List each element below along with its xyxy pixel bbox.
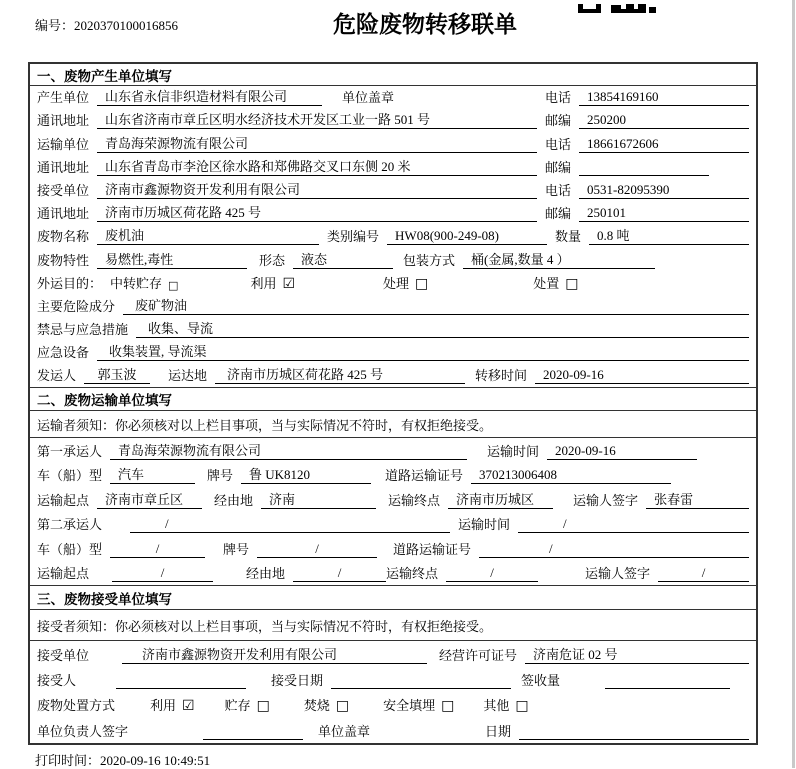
zip1-value: 250200 <box>579 112 749 129</box>
receiving-unit-label: 接受单位 <box>37 647 90 663</box>
disposal-option-store: 贮存 <box>224 698 251 714</box>
receiver-label: 接受单位 <box>37 182 90 198</box>
section1-header <box>30 64 756 86</box>
waste-name-label: 废物名称 <box>37 229 90 245</box>
form-number-label: 编号： <box>35 18 75 33</box>
date2-label: 日期 <box>485 724 512 739</box>
receiving-unit-row <box>30 641 756 666</box>
permit1-value: 370213006408 <box>471 467 671 484</box>
route2-row <box>30 561 756 586</box>
transporter-label: 运输单位 <box>37 136 90 152</box>
transporter-notice: 运输者须知：你必须核对以上栏目事项，当与实际情况不符时，有权拒绝接受。 <box>30 411 756 438</box>
producer-address-row <box>30 109 756 132</box>
unit-seal2-label: 单位盖章 <box>318 724 371 739</box>
receiving-unit-value: 济南市鑫源物资开发利用有限公司 <box>122 647 427 664</box>
vehicle1-value: 汽车 <box>110 467 195 484</box>
carrier2-row <box>30 512 756 537</box>
purpose-option-treat: 处理 <box>383 275 410 291</box>
vehicle1-label: 车（船）型 <box>37 468 103 484</box>
category-label: 类别编号 <box>327 229 380 245</box>
category-value: HW08(900-249-08) <box>387 228 547 245</box>
section2-header <box>30 387 756 411</box>
disposal-store-checkbox: □ <box>256 698 270 715</box>
phone2-label: 电话 <box>544 136 571 152</box>
taboo-label: 禁忌与应急措施 <box>37 322 129 338</box>
transfer-form <box>28 62 758 745</box>
producer-label: 产生单位 <box>37 90 90 106</box>
carrier1-row <box>30 438 756 463</box>
addr3-value: 济南市历城区荷花路 425 号 <box>97 205 537 222</box>
end1-value: 济南市历城区 <box>448 492 553 509</box>
waste-property-row <box>30 248 756 271</box>
carrier2-label: 第二承运人 <box>37 517 103 533</box>
producer-value: 山东省永信非织造材料有限公司 <box>97 89 322 106</box>
purpose-transfer-storage-checkbox: □ <box>168 278 179 292</box>
phone3-label: 电话 <box>544 182 571 198</box>
addr1-label: 通讯地址 <box>37 113 90 129</box>
equipment-row <box>30 341 756 364</box>
property-value: 易燃性,毒性 <box>97 252 247 269</box>
receiver-address-row <box>30 202 756 225</box>
purpose-option-utilize: 利用 <box>250 275 277 291</box>
zip2-value <box>579 175 709 176</box>
origin2-value: / <box>112 565 213 582</box>
phone1-label: 电话 <box>544 90 571 106</box>
section3-title: 三、废物接受单位填写 <box>37 591 172 607</box>
form-number-value: 2020370100016856 <box>74 18 179 33</box>
zip2-label: 邮编 <box>544 159 571 175</box>
packing-label: 包装方式 <box>403 252 456 268</box>
disposal-other-checkbox: □ <box>515 698 529 715</box>
phone2-value: 18661672606 <box>579 136 749 153</box>
receipt-amount-label: 签收量 <box>521 673 561 689</box>
head-sign-label: 单位负责人签字 <box>37 724 129 739</box>
disposal-utilize-checkbox: ☑ <box>182 698 195 715</box>
qr-code-icon <box>578 0 658 18</box>
receiver-value: 济南市鑫源物资开发利用有限公司 <box>97 182 537 199</box>
purpose-treat-checkbox: □ <box>415 275 429 292</box>
waste-name-value: 废机油 <box>97 228 319 245</box>
disposal-method-row <box>30 692 756 717</box>
transport-time2-label: 运输时间 <box>458 517 511 533</box>
plate2-label: 牌号 <box>223 541 250 557</box>
addr2-label: 通讯地址 <box>37 159 90 175</box>
disposal-option-utilize: 利用 <box>150 698 177 714</box>
receive-date-label: 接受日期 <box>271 673 324 689</box>
disposal-incinerate-checkbox: □ <box>335 698 350 715</box>
disposal-method-label: 废物处置方式 <box>37 698 116 714</box>
addr1-value: 山东省济南市章丘区明水经济技术开发区工业一路 501 号 <box>97 112 537 129</box>
qty-value: 0.8 吨 <box>589 228 749 245</box>
permit2-label: 道路运输证号 <box>393 541 472 557</box>
print-time <box>35 750 210 769</box>
disposal-option-incinerate: 焚烧 <box>303 698 330 714</box>
dest-label: 运达地 <box>168 368 208 384</box>
dest-value: 济南市历城区荷花路 425 号 <box>215 367 465 384</box>
purpose-option-transfer-storage: 中转贮存 <box>110 275 163 291</box>
taboo-row <box>30 318 756 341</box>
license-label: 经营许可证号 <box>439 647 518 663</box>
plate1-value: 鲁 UK8120 <box>241 467 371 484</box>
disposal-landfill-checkbox: □ <box>441 698 455 715</box>
transporter-value: 青岛海荣源物流有限公司 <box>97 136 537 153</box>
addr3-label: 通讯地址 <box>37 206 90 222</box>
purpose-dispose-checkbox: □ <box>565 275 579 292</box>
phone3-value: 0531-82095390 <box>579 182 749 199</box>
print-time-value: 2020-09-16 10:49:51 <box>100 753 211 768</box>
receipt-amount-value <box>605 688 730 689</box>
purpose-utilize-checkbox: ☑ <box>282 275 296 292</box>
plate2-value: / <box>257 541 377 558</box>
end2-label: 运输终点 <box>386 566 439 582</box>
transport-time1-label: 运输时间 <box>487 443 540 459</box>
sign1-label: 运输人签字 <box>573 492 639 508</box>
zip3-label: 邮编 <box>544 206 571 222</box>
transfer-time-value: 2020-09-16 <box>535 367 749 384</box>
addr2-value: 山东省青岛市李沧区徐水路和郑佛路交叉口东侧 20 米 <box>97 159 537 176</box>
equipment-label: 应急设备 <box>37 345 90 361</box>
end2-value: / <box>446 565 538 582</box>
origin1-label: 运输起点 <box>37 492 90 508</box>
section2-title: 二、废物运输单位填写 <box>37 393 172 409</box>
sender-row <box>30 364 756 387</box>
purpose-label: 外运目的： <box>37 275 103 291</box>
permit1-label: 道路运输证号 <box>385 468 464 484</box>
transfer-time-label: 转移时间 <box>475 368 528 384</box>
receiver-notice: 接受者须知：你必须核对以上栏目事项，当与实际情况不符时，有权拒绝接受。 <box>30 610 756 641</box>
receive-date-value <box>331 688 511 689</box>
transport-time2-value: / <box>518 516 749 533</box>
plate1-label: 牌号 <box>207 468 234 484</box>
transport-time1-value: 2020-09-16 <box>547 443 697 460</box>
date2-value <box>519 739 749 740</box>
form-state-value: 液态 <box>293 252 393 269</box>
via1-value: 济南 <box>261 492 376 509</box>
receiver-person-value <box>116 688 246 689</box>
packing-value: 桶(金属,数量 4 ） <box>463 252 655 269</box>
via2-value: / <box>293 565 386 582</box>
page-title: 危险废物转移联单 <box>333 12 517 37</box>
purpose-option-dispose: 处置 <box>533 275 560 291</box>
carrier1-value: 青岛海荣源物流有限公司 <box>110 443 467 460</box>
disposal-option-other: 其他 <box>483 698 510 714</box>
sign1-value: 张春雷 <box>646 492 749 509</box>
zip3-value: 250101 <box>579 205 749 222</box>
via1-label: 经由地 <box>214 492 254 508</box>
sign2-label: 运输人签字 <box>585 566 651 582</box>
unit-seal-label: 单位盖章 <box>342 90 395 106</box>
producer-row <box>30 86 756 109</box>
license-value: 济南危证 02 号 <box>525 647 749 664</box>
head-sign-value <box>203 739 303 740</box>
transporter-address-row <box>30 156 756 179</box>
section1-title: 一、废物产生单位填写 <box>37 68 172 84</box>
section3-header <box>30 585 756 610</box>
vehicle2-label: 车（船）型 <box>37 541 103 557</box>
equipment-value: 收集装置, 导流渠 <box>97 344 749 361</box>
zip1-label: 邮编 <box>544 113 571 129</box>
vehicle2-row <box>30 536 756 561</box>
permit2-value: / <box>479 541 749 558</box>
carrier2-value: / <box>130 516 450 533</box>
form-state-label: 形态 <box>259 252 286 268</box>
origin1-value: 济南市章丘区 <box>97 492 202 509</box>
sender-value: 郭玉波 <box>84 367 150 384</box>
sender-label: 发运人 <box>37 368 77 384</box>
phone1-value: 13854169160 <box>579 89 749 106</box>
route1-row <box>30 487 756 512</box>
hazard-value: 废矿物油 <box>123 298 749 315</box>
print-time-label: 打印时间： <box>35 753 101 768</box>
viewer-right-edge <box>792 0 795 768</box>
responsible-sign-row <box>30 717 756 743</box>
sign2-value: / <box>658 565 749 582</box>
vehicle1-row <box>30 463 756 488</box>
receiver-row <box>30 179 756 202</box>
receiver-person-row <box>30 667 756 692</box>
carrier1-label: 第一承运人 <box>37 443 103 459</box>
via2-label: 经由地 <box>246 566 286 582</box>
property-label: 废物特性 <box>37 252 90 268</box>
qty-label: 数量 <box>555 229 582 245</box>
form-number <box>35 15 178 34</box>
waste-name-row <box>30 225 756 248</box>
end1-label: 运输终点 <box>388 492 441 508</box>
receiver-person-label: 接受人 <box>37 673 77 689</box>
origin2-label: 运输起点 <box>37 566 90 582</box>
transporter-row <box>30 132 756 155</box>
disposal-option-landfill: 安全填埋 <box>383 698 436 714</box>
vehicle2-value: / <box>110 541 205 558</box>
hazard-label: 主要危险成分 <box>37 298 116 314</box>
purpose-row <box>30 272 756 295</box>
taboo-value: 收集、导流 <box>136 321 749 338</box>
hazard-row <box>30 295 756 318</box>
